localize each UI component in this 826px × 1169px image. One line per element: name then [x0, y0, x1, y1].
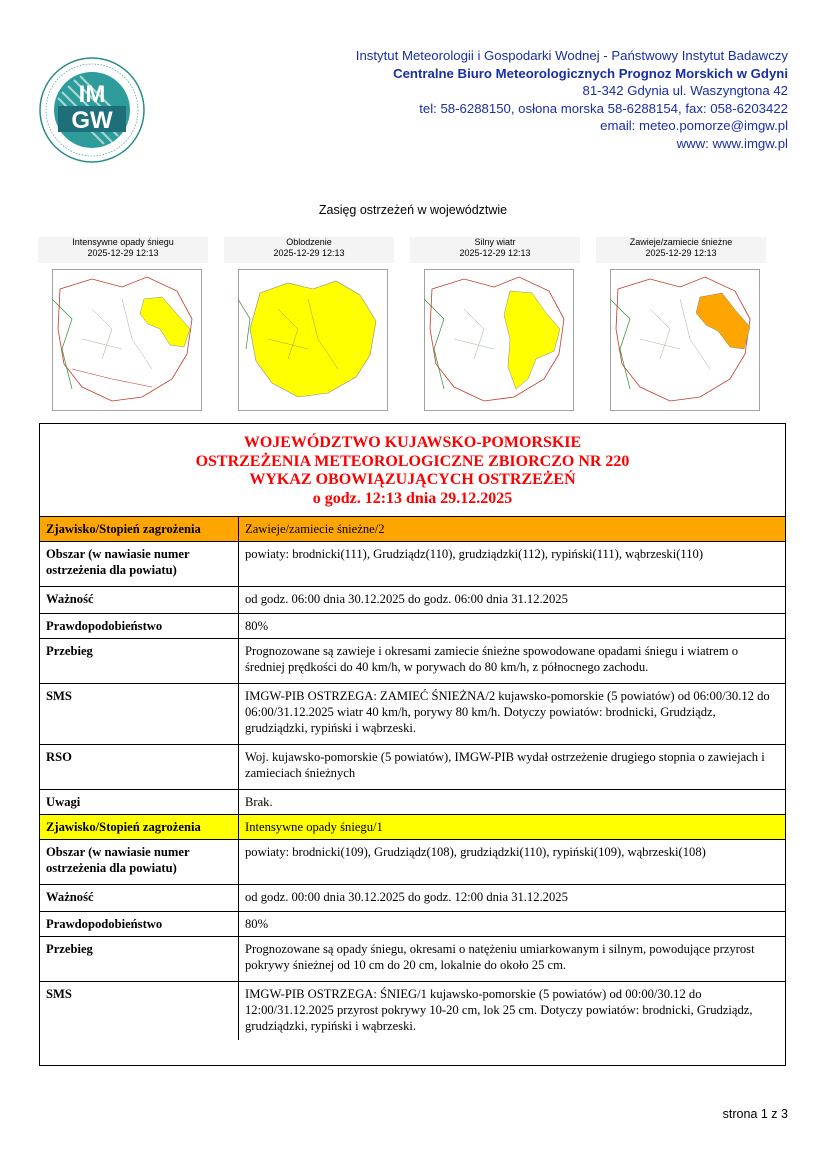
table-row — [40, 517, 785, 542]
map-caption-date: 2025-12-29 12:13 — [87, 248, 159, 258]
probability-label: Prawdopodobieństwo — [40, 614, 239, 639]
table-row — [40, 684, 785, 745]
table-row — [40, 937, 785, 982]
map-caption — [596, 237, 766, 263]
map-blizzard-graphic — [610, 269, 760, 411]
bulletin-number: OSTRZEŻENIA METEOROLOGICZNE ZBIORCZO NR 220 — [195, 452, 630, 470]
sms-label: SMS — [40, 982, 239, 1041]
map-caption-title: Oblodzenie — [286, 237, 332, 247]
table-row — [40, 885, 785, 912]
validity-label: Ważność — [40, 587, 239, 614]
map-snowfall-graphic — [52, 269, 202, 411]
area-value: powiaty: brodnicki(111), Grudziądz(110), grudziądzki(112), rypiński(111), wąbrzeski(110) — [239, 542, 786, 587]
area-label: Obszar (w nawiasie numer ostrzeżenia dla powiatu) — [40, 840, 239, 885]
warnings-list — [39, 423, 786, 1066]
probability-value: 80% — [239, 614, 786, 639]
map-caption-title: Zawieje/zamiecie śnieżne — [629, 237, 733, 247]
phone-numbers: tel: 58-6288150, osłona morska 58-6288154, fax: 058-6203422 — [419, 100, 788, 116]
address: 81-342 Gdynia ul. Waszyngtona 42 — [582, 83, 788, 99]
sms-value: IMGW-PIB OSTRZEGA: ŚNIEG/1 kujawsko-pomorskie (5 powiatów) od 00:00/30.12 do 12:00/31.12.2025 przyrost pokrywy 10-20 cm, lok 25 cm. Dotyczy powiatów: brodnicki, Grudziądz, grudziądzki, rypiński i wąbrzeski. — [239, 982, 786, 1041]
table-row — [40, 982, 785, 1041]
table-row — [40, 587, 785, 614]
probability-value: 80% — [239, 912, 786, 937]
warnings-table — [40, 516, 785, 1040]
map-strong-wind-graphic — [424, 269, 574, 411]
svg-text:GW: GW — [71, 107, 113, 134]
table-row — [40, 912, 785, 937]
table-row — [40, 614, 785, 639]
table-row — [40, 790, 785, 815]
institute-name: Instytut Meteorologii i Gospodarki Wodnej - Państwowy Instytut Badawczy — [355, 48, 788, 63]
phenomenon-label: Zjawisko/Stopień zagrożenia — [40, 815, 239, 840]
imgw-logo — [38, 56, 146, 164]
email-address: email: meteo.pomorze@imgw.pl — [600, 118, 788, 134]
website: www: www.imgw.pl — [676, 135, 788, 151]
area-label: Obszar (w nawiasie numer ostrzeżenia dla powiatu) — [40, 542, 239, 587]
list-heading: WYKAZ OBOWIĄZUJĄCYCH OSTRZEŻEŃ — [249, 471, 576, 488]
page-number: strona 1 z 3 — [722, 1107, 788, 1121]
issue-time: o godz. 12:13 dnia 29.12.2025 — [312, 489, 513, 507]
map-caption — [224, 237, 394, 263]
map-snowfall — [38, 237, 208, 417]
table-row — [40, 840, 785, 885]
course-label: Przebieg — [40, 937, 239, 982]
sms-value: IMGW-PIB OSTRZEGA: ZAMIEĆ ŚNIEŻNA/2 kujawsko-pomorskie (5 powiatów) od 06:00/30.12 do 06:00/31.12.2025 wiatr 40 km/h, porywy 80 km/h. Dotyczy powiatów: brodnicki, Grudziądz, grudziądzki, rypiński i wąbrzeski. — [239, 684, 786, 745]
notes-value: Brak. — [239, 790, 786, 815]
sms-label: SMS — [40, 684, 239, 745]
phenomenon-value: Intensywne opady śniegu/1 — [239, 815, 786, 840]
course-label: Przebieg — [40, 639, 239, 684]
phenomenon-value: Zawieje/zamiecie śnieżne/2 — [239, 517, 786, 542]
table-row — [40, 639, 785, 684]
svg-text:IM: IM — [78, 81, 106, 108]
bureau-name: Centralne Biuro Meteorologicznych Prognoz Morskich w Gdyni — [393, 65, 788, 81]
table-row — [40, 745, 785, 790]
warnings-title — [40, 424, 785, 516]
map-blizzard — [596, 237, 766, 417]
map-caption-date: 2025-12-29 12:13 — [645, 248, 717, 258]
phenomenon-label: Zjawisko/Stopień zagrożenia — [40, 517, 239, 542]
rso-label: RSO — [40, 745, 239, 790]
map-caption — [38, 237, 208, 263]
probability-label: Prawdopodobieństwo — [40, 912, 239, 937]
map-caption — [410, 237, 580, 263]
map-icing-graphic — [238, 269, 388, 411]
table-row — [40, 815, 785, 840]
notes-label: Uwagi — [40, 790, 239, 815]
map-caption-date: 2025-12-29 12:13 — [273, 248, 345, 258]
map-icing — [224, 237, 394, 417]
validity-label: Ważność — [40, 885, 239, 912]
map-caption-title: Intensywne opady śniegu — [72, 237, 174, 247]
map-strong-wind — [410, 237, 580, 417]
area-value: powiaty: brodnicki(109), Grudziądz(108), grudziądzki(110), rypiński(109), wąbrzeski(108) — [239, 840, 786, 885]
institute-header — [356, 47, 788, 153]
warning-maps — [38, 237, 782, 417]
validity-value: od godz. 00:00 dnia 30.12.2025 do godz. 12:00 dnia 31.12.2025 — [239, 885, 786, 912]
table-row — [40, 542, 785, 587]
course-value: Prognozowane są opady śniegu, okresami o natężeniu umiarkowanym i silnym, powodujące przyrost pokrywy śnieżnej od 10 cm do 20 cm, lokalnie do około 25 cm. — [239, 937, 786, 982]
map-caption-date: 2025-12-29 12:13 — [459, 248, 531, 258]
map-caption-title: Silny wiatr — [474, 237, 516, 247]
rso-value: Woj. kujawsko-pomorskie (5 powiatów), IMGW-PIB wydał ostrzeżenie drugiego stopnia o zawiejach i zamieciach śnieżnych — [239, 745, 786, 790]
validity-value: od godz. 06:00 dnia 30.12.2025 do godz. 06:00 dnia 31.12.2025 — [239, 587, 786, 614]
course-value: Prognozowane są zawieje i okresami zamiecie śnieżne spowodowane opadami śniegu i wiatrem o średniej prędkości do 40 km/h, w porywach do 80 km/h, z północnego zachodu. — [239, 639, 786, 684]
voivodeship-name: WOJEWÓDZTWO KUJAWSKO-POMORSKIE — [243, 434, 582, 451]
maps-title: Zasięg ostrzeżeń w województwie — [318, 203, 508, 217]
